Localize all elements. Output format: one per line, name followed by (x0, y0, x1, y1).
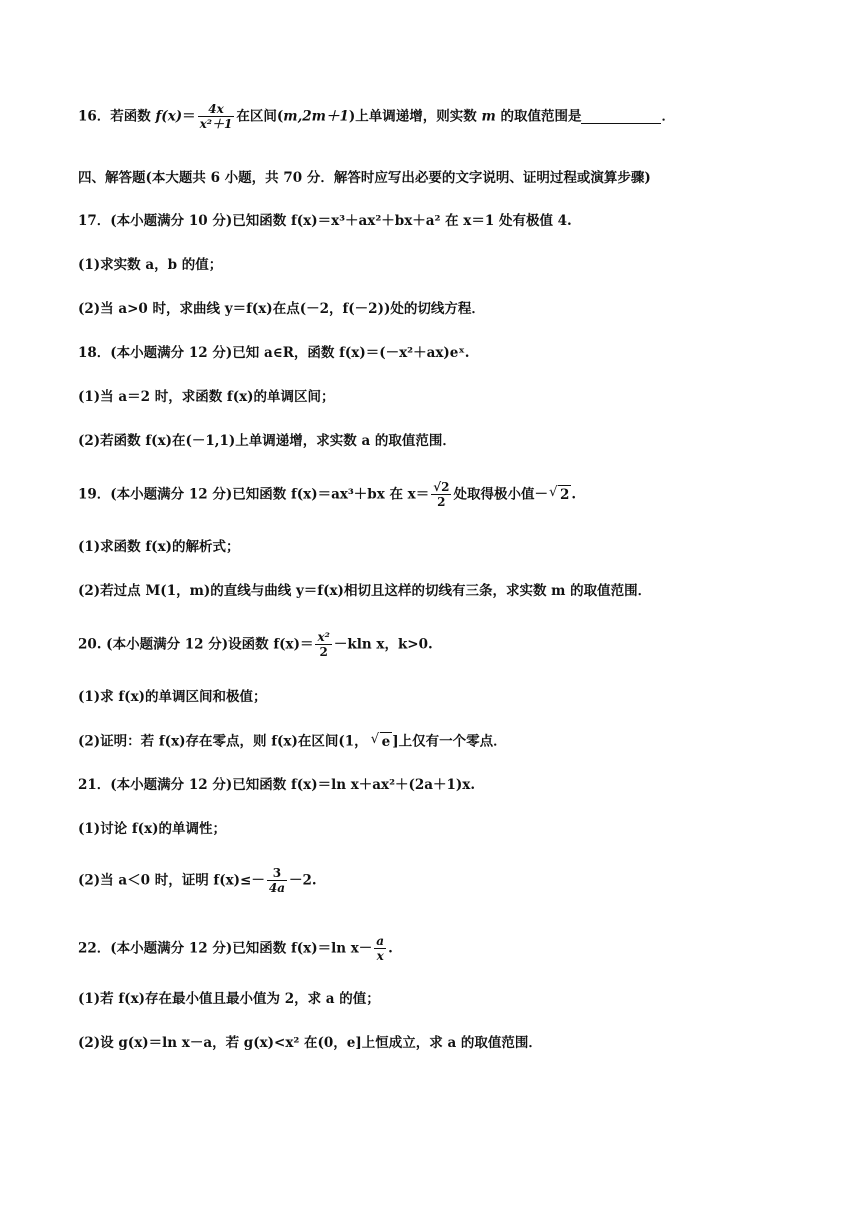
fraction-numerator: a (376, 934, 385, 948)
question-18-part-1: (1)当 a＝2 时，求函数 f(x)的单调区间； (78, 389, 335, 405)
text: －2. (288, 872, 317, 889)
question-20-title (78, 630, 433, 659)
question-19-part-1: (1)求函数 f(x)的解析式； (78, 539, 240, 555)
fraction (198, 102, 235, 131)
fraction (431, 480, 451, 509)
text: 22．(本小题满分 12 分)已知函数 f(x)＝ln x－ (78, 940, 373, 957)
text: . (571, 486, 577, 503)
question-16 (78, 102, 675, 131)
text: 在区间( (236, 108, 284, 125)
text: (2)证明：若 f(x)存在零点，则 f(x)在区间(1， (78, 733, 368, 750)
fraction-numerator: 3 (267, 866, 287, 881)
text: 19．(本小题满分 12 分)已知函数 f(x)＝ax³＋bx 在 x＝ (78, 486, 430, 503)
fraction-numerator: √2 (433, 480, 450, 494)
question-17-part-1: (1)求实数 a，b 的值； (78, 257, 223, 273)
text: ． (661, 108, 675, 125)
equals-sign: ＝ (182, 108, 196, 125)
text: )上单调递增，则实数 (348, 108, 482, 125)
function-symbol: f(x) (155, 108, 183, 125)
fraction-numerator: 4x (198, 102, 235, 117)
square-root: √ 2 (558, 485, 571, 504)
question-21-part-1: (1)讨论 f(x)的单调性； (78, 821, 226, 837)
fraction (267, 866, 287, 895)
question-19-part-2: (2)若过点 M(1，m)的直线与曲线 y＝f(x)相切且这样的切线有三条，求实数 m 的取值范围． (78, 583, 652, 599)
question-21-part-2 (78, 866, 317, 895)
fraction-denominator: 4a (268, 881, 285, 895)
question-22-part-1: (1)若 f(x)存在最小值且最小值为 2，求 a 的值； (78, 991, 380, 1007)
interval: m,2m＋1 (283, 108, 349, 125)
square-root: √ e (380, 732, 393, 751)
question-19-title (78, 480, 576, 509)
question-21-title: 21．(本小题满分 12 分)已知函数 f(x)＝ln x＋ax²＋(2a＋1)x. (78, 777, 476, 793)
text: ]上仅有一个零点． (392, 733, 507, 750)
question-18-part-2: (2)若函数 f(x)在(－1,1)上单调递增，求实数 a 的取值范围． (78, 433, 456, 449)
question-18-title: 18．(本小题满分 12 分)已知 a∈R，函数 f(x)＝(－x²＋ax)eˣ. (78, 345, 470, 361)
question-20-part-1: (1)求 f(x)的单调区间和极值； (78, 689, 267, 705)
section-header: 四、解答题(本大题共 6 小题，共 70 分．解答时应写出必要的文字说明、证明过程或演算步骤) (78, 170, 651, 186)
fraction-numerator: x² (317, 630, 330, 644)
question-number: 16． (78, 108, 111, 125)
text: (2)当 a＜0 时，证明 f(x)≤－ (78, 872, 265, 889)
text: 20. (本小题满分 12 分)设函数 f(x)＝ (78, 636, 314, 653)
text: 的取值范围是 (495, 108, 582, 125)
text: . (388, 940, 393, 957)
fraction-denominator: 2 (319, 645, 328, 659)
variable-m: m (481, 108, 496, 125)
question-22-part-2: (2)设 g(x)＝ln x－a，若 g(x)<x² 在(0，e]上恒成立，求 a 的取值范围． (78, 1035, 542, 1051)
question-20-part-2 (78, 732, 507, 751)
question-17-part-2: (2)当 a>0 时，求曲线 y＝f(x)在点(－2，f(－2))处的切线方程． (78, 301, 485, 317)
fraction (315, 630, 331, 659)
fraction-denominator: x²＋1 (199, 117, 233, 131)
text: －kln x，k>0. (333, 636, 433, 653)
fraction (374, 934, 386, 963)
text: 处取得极小值－ (453, 486, 548, 503)
text: 若函数 (110, 108, 156, 125)
fraction-denominator: x (376, 949, 384, 963)
answer-blank[interactable] (581, 109, 661, 124)
fraction-denominator: 2 (437, 495, 446, 509)
question-22-title (78, 934, 393, 963)
question-17-title: 17．(本小题满分 10 分)已知函数 f(x)＝x³＋ax²＋bx＋a² 在 x＝1 处有极值 4. (78, 213, 572, 229)
